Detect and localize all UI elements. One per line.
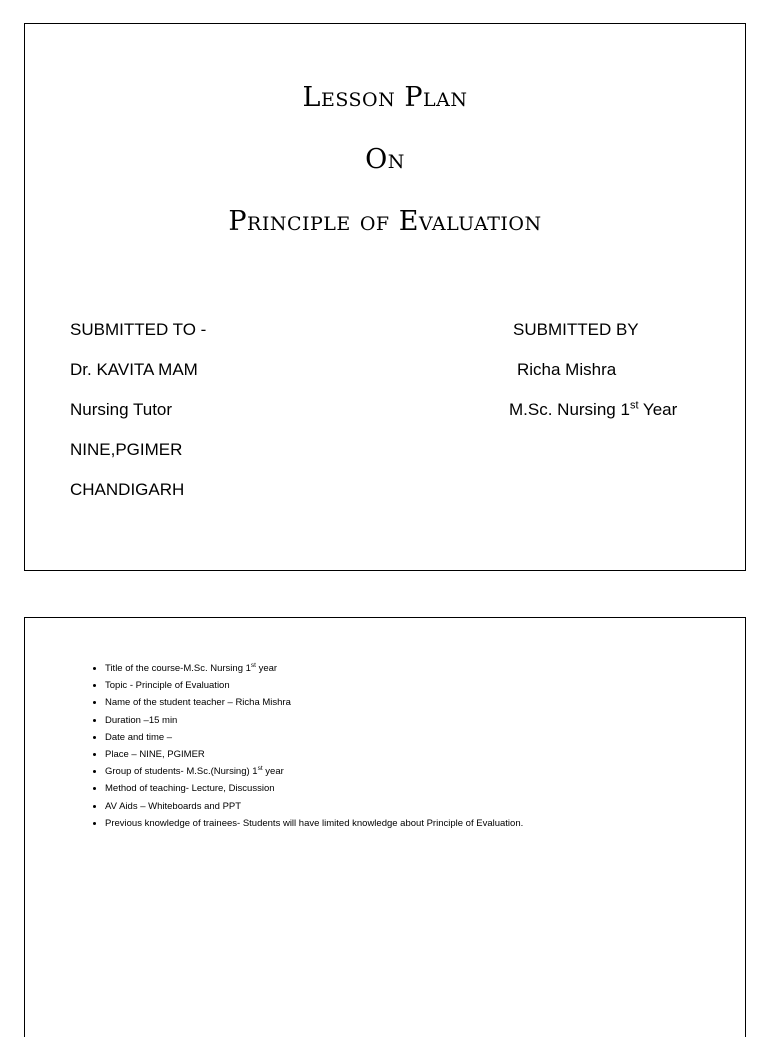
list-item xyxy=(105,729,523,746)
list-item-text: Name of the student teacher – Richa Mishra xyxy=(105,697,291,709)
details-page xyxy=(24,617,746,1037)
list-item xyxy=(105,815,523,832)
cover-page xyxy=(24,23,746,571)
submitted-by-name: Richa Mishra xyxy=(517,360,617,379)
submitted-by-heading: SUBMITTED BY xyxy=(513,320,639,339)
list-item xyxy=(105,763,523,780)
list-item-sup: st xyxy=(257,765,263,773)
list-item xyxy=(105,746,523,763)
list-item xyxy=(105,677,523,694)
list-item-text: Date and time – xyxy=(105,731,173,743)
submitted-to-city: CHANDIGARH xyxy=(70,480,185,499)
course-suffix: Year xyxy=(638,400,678,419)
title-lesson-plan: Lesson Plan xyxy=(302,82,468,113)
lesson-details-list xyxy=(85,660,523,832)
list-item xyxy=(105,780,523,797)
submitted-to-name: Dr. KAVITA MAM xyxy=(70,360,198,379)
list-item xyxy=(105,798,523,815)
list-item-text-after: year xyxy=(262,766,284,778)
list-item xyxy=(105,712,523,729)
submitted-by-course xyxy=(509,400,677,420)
title-topic: Principle of Evaluation xyxy=(228,206,542,237)
course-prefix: M.Sc. Nursing 1 xyxy=(509,400,630,419)
list-item xyxy=(105,694,523,711)
list-item-text: Previous knowledge of trainees- Students will have limited knowledge about Principle of Evaluation. xyxy=(105,817,524,829)
list-item-text-after: year xyxy=(255,663,278,674)
list-item xyxy=(105,660,523,677)
title-on: On xyxy=(365,144,405,175)
list-item-text: Place – NINE, PGIMER xyxy=(105,749,205,761)
submitted-to-institute: NINE,PGIMER xyxy=(70,440,183,459)
list-item-text: Group of students- M.Sc.(Nursing) 1 xyxy=(105,766,258,778)
list-item-text: Method of teaching- Lecture, Discussion xyxy=(105,783,275,795)
course-sup: st xyxy=(629,399,639,412)
list-item-sup: st xyxy=(250,661,256,669)
list-item-text: AV Aids – Whiteboards and PPT xyxy=(105,800,242,812)
submitted-to-heading: SUBMITTED TO - xyxy=(70,320,207,339)
list-item-text: Topic - Principle of Evaluation xyxy=(105,680,230,692)
list-item-text: Title of the course-M.Sc. Nursing 1 xyxy=(105,663,251,674)
list-item-text: Duration –15 min xyxy=(105,714,178,726)
submitted-to-designation: Nursing Tutor xyxy=(70,400,173,419)
